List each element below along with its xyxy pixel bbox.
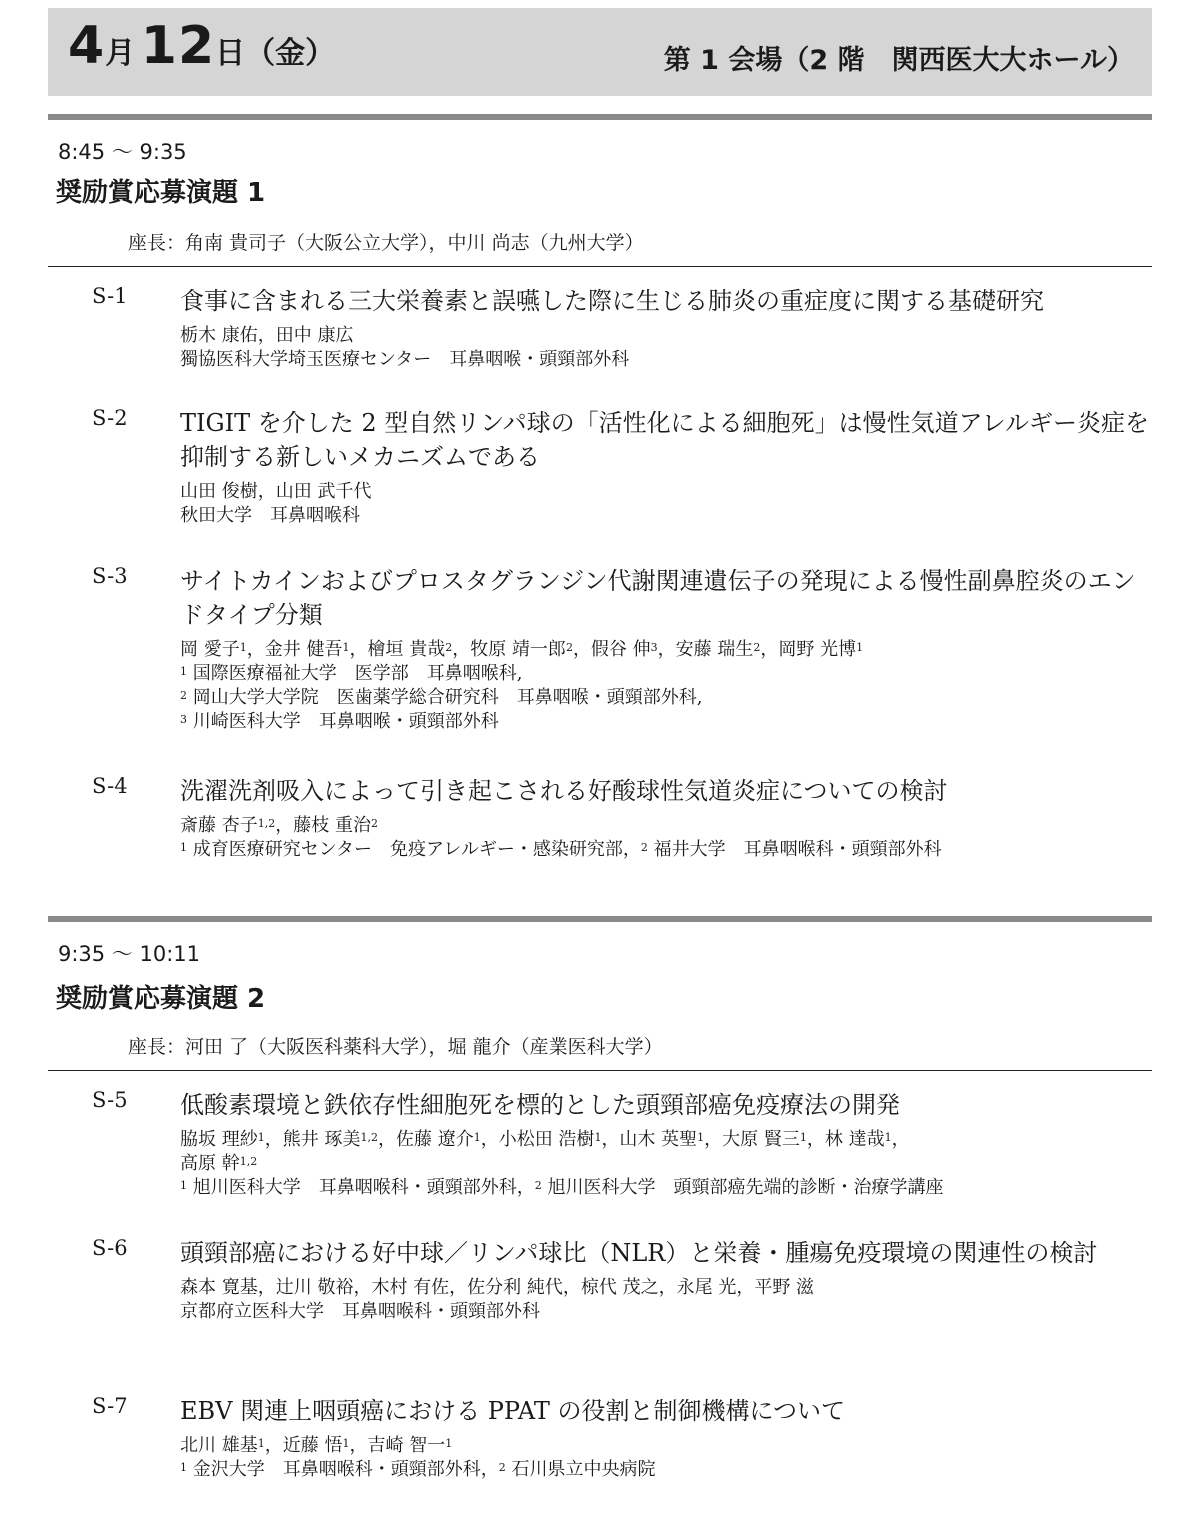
section-divider bbox=[48, 114, 1152, 120]
session-time: 8:45 ～ 9:35 bbox=[58, 140, 187, 164]
presentation-authors: 栃木 康佑，田中 康広 bbox=[180, 325, 354, 346]
presentation-affiliation: 獨協医科大学埼玉医療センター 耳鼻咽喉・頭頸部外科 bbox=[180, 349, 630, 370]
presentation-authors: 高原 幹$^{1,2}$ bbox=[180, 1153, 258, 1174]
presentation-affiliation: $^1$ 金沢大学 耳鼻咽喉科・頭頸部外科，$^2$ 石川県立中央病院 bbox=[180, 1459, 656, 1480]
date-venue-header bbox=[48, 8, 1152, 96]
presentation-affiliation: 秋田大学 耳鼻咽喉科 bbox=[180, 505, 360, 526]
presentation-number: S-2 bbox=[92, 406, 128, 430]
presentation-title: 食事に含まれる三大栄養素と誤嚥した際に生じる肺炎の重症度に関する基礎研究 bbox=[180, 287, 1044, 315]
venue-label: 第 1 会場（2 階 関西医大大ホール） bbox=[663, 45, 1134, 76]
presentation-affiliation: $^2$ 岡山大学大学院 医歯薬学総合研究科 耳鼻咽喉・頭頸部外科, bbox=[180, 687, 703, 708]
session-title: 奨励賞応募演題 1 bbox=[56, 178, 266, 208]
session-chairs: 座長：河田 了（大阪医科薬科大学），堀 龍介（産業医科大学） bbox=[128, 1036, 663, 1058]
presentation-authors: 森本 寛基，辻川 敬裕，木村 有佐，佐分利 純代，椋代 茂之，永尾 光，平野 滋 bbox=[180, 1277, 815, 1298]
presentation-affiliation: $^1$ 成育医療研究センター 免疫アレルギー・感染研究部，$^2$ 福井大学 耳鼻咽喉科・頭頸部外科 bbox=[180, 839, 942, 860]
session-chairs: 座長：角南 貴司子（大阪公立大学），中川 尚志（九州大学） bbox=[128, 232, 644, 254]
presentation-number: S-3 bbox=[92, 564, 128, 588]
presentation-affiliation: $^3$ 川崎医科大学 耳鼻咽喉・頭頸部外科 bbox=[180, 711, 499, 732]
presentation-number: S-6 bbox=[92, 1236, 128, 1260]
section-divider bbox=[48, 916, 1152, 922]
presentation-authors: 脇坂 理紗$^1$，熊井 琢美$^{1,2}$，佐藤 遼介$^1$，小松田 浩樹$^1$，山木 英聖$^1$，大原 賢三$^1$，林 達哉$^1$， bbox=[180, 1129, 910, 1150]
presentation-number: S-5 bbox=[92, 1088, 128, 1112]
presentation-affiliation: $^1$ 国際医療福祉大学 医学部 耳鼻咽喉科, bbox=[180, 663, 523, 684]
presentation-title: TIGIT を介した 2 型自然リンパ球の「活性化による細胞死」は慢性気道アレルギー炎症を抑制する新しいメカニズムである bbox=[180, 409, 1150, 471]
session-date: 4月 12日（金） bbox=[68, 16, 336, 76]
presentation-authors: 山田 俊樹，山田 武千代 bbox=[180, 481, 372, 502]
presentation-title: 低酸素環境と鉄依存性細胞死を標的とした頭頸部癌免疫療法の開発 bbox=[180, 1091, 900, 1119]
session-time: 9:35 ～ 10:11 bbox=[58, 942, 201, 966]
presentation-number: S-7 bbox=[92, 1394, 128, 1418]
presentation-number: S-4 bbox=[92, 774, 128, 798]
chair-divider bbox=[48, 1070, 1152, 1071]
presentation-authors: 岡 愛子$^1$，金井 健吾$^1$，檜垣 貴哉$^2$，牧原 靖一郎$^2$，假谷 伸$^3$，安藤 瑞生$^2$，岡野 光博$^1$ bbox=[180, 639, 864, 660]
chair-divider bbox=[48, 266, 1152, 267]
presentation-affiliation: 京都府立医科大学 耳鼻咽喉科・頭頸部外科 bbox=[180, 1301, 540, 1322]
presentation-affiliation: $^1$ 旭川医科大学 耳鼻咽喉科・頭頸部外科，$^2$ 旭川医科大学 頭頸部癌先端的診断・治療学講座 bbox=[180, 1177, 944, 1198]
presentation-authors: 斎藤 杏子$^{1,2}$，藤枝 重治$^2$ bbox=[180, 815, 378, 836]
presentation-authors: 北川 雄基$^1$，近藤 悟$^1$，吉崎 智一$^1$ bbox=[180, 1435, 453, 1456]
presentation-number: S-1 bbox=[92, 284, 128, 308]
presentation-title: 頭頸部癌における好中球／リンパ球比（NLR）と栄養・腫瘍免疫環境の関連性の検討 bbox=[180, 1239, 1098, 1267]
presentation-title: サイトカインおよびプロスタグランジン代謝関連遺伝子の発現による慢性副鼻腔炎のエンドタイプ分類 bbox=[180, 567, 1136, 629]
session-title: 奨励賞応募演題 2 bbox=[56, 984, 266, 1014]
presentation-title: 洗濯洗剤吸入によって引き起こされる好酸球性気道炎症についての検討 bbox=[180, 777, 948, 805]
presentation-title: EBV 関連上咽頭癌における PPAT の役割と制御機構について bbox=[180, 1397, 846, 1425]
